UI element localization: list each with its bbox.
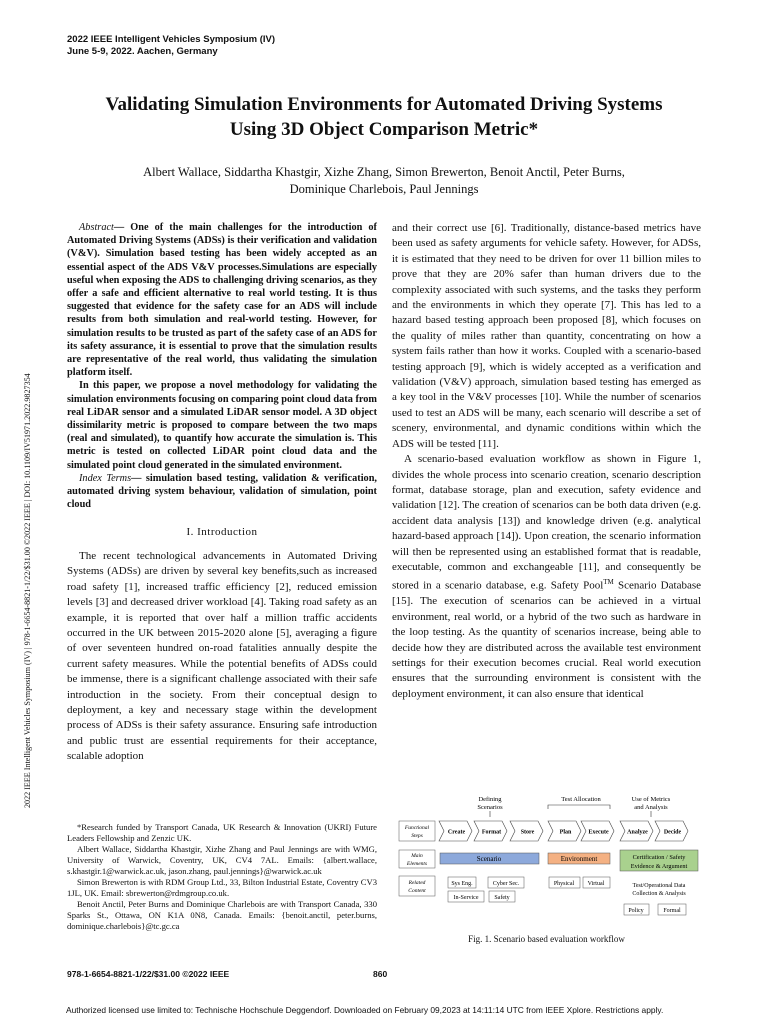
workflow-figure (398, 790, 700, 930)
content-policy: Policy (628, 908, 644, 914)
intro-paragraph: The recent technological advancements in Automated Driving Systems (ADSs) are driven by several key benefits,such as increased road safety [1], increased traffic efficiency [2], reduced emission levels [3] and decreased driver workload [4]. Taking road safety as an example, it is reported that over half a million traffic accidents occurred in the UK between 2015-2020 alone [5], averaging a figure of over seventeen hundred on-road fatalities annually despite the current safety measures. While the potential benefits of ADSs could be immense, there is a significant challenge associated with their safe introduction in the society. From their conceptual design to deployment, a key and necessary stage within the development process of ADSs is their safety assurance. Ensuring safe introduction and public trust are essential requirements for their acceptance, scalable adoption (67, 549, 377, 763)
content-syseng: Sys Eng. (451, 881, 473, 887)
label-defining-1: Defining (478, 796, 502, 803)
bracket-test-allocation (548, 805, 610, 809)
content-safety: Safety (494, 895, 510, 901)
paper-title (60, 92, 708, 142)
footnote-transport-canada: Benoit Anctil, Peter Burns and Dominique Charlebois are with Transport Canada, 330 Sparks St., Ottawa, ON K1A 0N8, Canada. Emails: {benoit.anctil, peter.burns, dominique.charlebois}@tc.gc.ca (67, 899, 377, 931)
title-line-2: Using 3D Object Comparison Metric* (229, 119, 539, 140)
title-line-1: Validating Simulation Environments for Automated Driving Systems (105, 94, 663, 115)
authors-line-2: Dominique Charlebois, Paul Jennings (289, 182, 479, 196)
right-paragraph-2 (392, 452, 701, 702)
step-format-label: Format (481, 829, 502, 836)
step-store-label: Store (520, 829, 535, 836)
authors-line-1: Albert Wallace, Siddartha Khastgir, Xizhe Zhang, Simon Brewerton, Benoit Anctil, Peter Burns, (143, 165, 625, 179)
download-notice: Authorized licensed use limited to: Technische Hochschule Deggendorf. Downloaded on February 09,2023 at 14:11:14 UTC from IEEE Xplore. Restrictions apply. (66, 1005, 664, 1015)
label-defining-2: Scenarios (477, 804, 503, 811)
abstract-text: — One of the main challenges for the introduction of Automated Driving Systems (ADSs) is their verification and validation (V&V). Simulation based testing has been widely accepted as an essential aspect of the ADS V&V processes.Simulations are especially useful when exposing the ADS to challenging driving scenarios, as they offer a safe and efficient alternative to real world testing. It is thus suggested that evidence for the safety case for an ADS will include results from both simulation and real-world testing. However, for simulation results to be trusted as part of the safety case of an ADS for its safety assurance, it is essential to prove that the simulation results are representative of the real world, thus validating the simulation platform itself. (67, 222, 377, 379)
isbn-footer: 978-1-6654-8821-1/22/$31.00 ©2022 IEEE (67, 969, 230, 979)
right-paragraph-2b: Scenario Database [15]. The execution of scenarios can be achieved in a virtual environment, real world, or a hybrid of the two such as hardware in the loop testing. As the quantity of scenarios increase, being able to decide how they are distributed across the available test environment settings for their execution becomes crucial. Real world execution ensures that the surrounding environment is consistent with the deployment environment, it can also ensure that identical (392, 580, 701, 700)
right-paragraph-2a: A scenario-based evaluation workflow as shown in Figure 1, divides the whole process into scenario creation, scenario description format, database storage, plan and execution, safety evidence and validation [12]. The creation of scenarios can be both data driven (e.g. accident data analysis [13]) and knowledge driven (e.g. analytical hazard-based approach [14]). Upon creation, the scenario information will then be represented using an established format that is readable, executable, common and exchangeable [11], and consequently be stored in a scenario database, e.g. Safety Pool (392, 453, 701, 592)
content-physical: Physical (553, 881, 575, 887)
index-terms (67, 472, 377, 512)
right-paragraph-1: and their correct use [6]. Traditionally, distance-based metrics have been used as safety arguments for vehicle safety. However, for ADSs, it is estimated that they need to be driven for over 11 billion miles to prove that they are 20% safer than human drivers due to the complexity associated with such systems, and the tasks they perform and the environments in which they operate [7]. This has led to a hazard based testing approach been proposed [8], which focuses on the quality of miles rather than quantity, concentrating on how a system fails rather than how it works. Coupled with a scenario-based testing approach [9], which is widely accepted as a verification and validation (V&V) approach, simulation based testing has emerged as a key tool in the V&V processes [10]. While the number of scenarios used to test an ADS will be many, each scenario will describe a set of scenery, environmental, and dynamic conditions within which the ADS will be tested [11]. (392, 222, 701, 450)
conference-header (67, 34, 275, 58)
footnote-rdm: Simon Brewerton is with RDM Group Ltd., 33, Bilton Industrial Estate, Coventry CV3 1JL, UK. Email: sbrewerton@rdmgroup.co.uk. (67, 877, 377, 898)
conference-name: 2022 IEEE Intelligent Vehicles Symposium (IV) (67, 34, 276, 45)
functional-steps (439, 821, 688, 841)
element-environment-label: Environment (560, 855, 598, 863)
content-formal: Formal (663, 908, 681, 914)
conference-date: June 5-9, 2022. Aachen, Germany (67, 46, 218, 57)
abstract (67, 221, 377, 379)
content-testop-1: Test/Operational Data (632, 883, 686, 889)
section-heading-introduction: I. Introduction (186, 526, 258, 539)
figure-caption: Fig. 1. Scenario based evaluation workflow (468, 934, 625, 944)
row-label-steps-1: Functional (404, 825, 430, 831)
step-plan-label: Plan (559, 829, 572, 836)
label-metrics-2: and Analysis (634, 804, 668, 811)
content-testop-2: Collection & Analysis (632, 891, 686, 897)
row-label-content-1: Related (408, 880, 426, 886)
right-column (392, 221, 701, 702)
content-virtual: Virtual (587, 881, 605, 887)
label-test-allocation: Test Allocation (561, 796, 601, 803)
element-certification-label-1: Certification / Safety (632, 854, 686, 861)
step-create-label: Create (447, 829, 466, 836)
index-terms-text: — simulation based testing, validation & verification, automated driving system behaviour, validation of simulation, point cloud (67, 472, 378, 511)
content-cybersec: Cyber Sec. (492, 881, 520, 887)
step-execute-label: Execute (588, 829, 609, 836)
abstract-label: Abstract (79, 222, 114, 233)
footnote-wmg: Albert Wallace, Siddartha Khastgir, Xizhe Zhang and Paul Jennings are with WMG, University of Warwick, Coventry, UK, CV4 7AL. Emails: {albert.wallace, s.khastgir.1@warwick.ac.uk, jason.zhang, paul.jennings}@warwick.ac.uk (67, 844, 377, 876)
index-terms-label: Index Terms (79, 472, 132, 484)
step-decide-label: Decide (663, 829, 682, 836)
content-inservice: In-Service (453, 895, 479, 901)
element-certification-label-2: Evidence & Argument (630, 863, 688, 870)
page-number: 860 (373, 969, 388, 979)
row-label-steps-2: Steps (411, 833, 423, 839)
step-analyze-label: Analyze (627, 829, 648, 836)
abstract-paragraph-2: In this paper, we propose a novel methodology for validating the simulation environments focusing on comparing point cloud data from real LiDAR sensor and a simulated LiDAR sensor model. A 3D object dissimilarity metric is proposed to compare between the two maps (real and simulated), to quantify how accurate the simulation is. This metric is tested on collected LiDAR point cloud data and the simulated point cloud generated in the simulated environment. (67, 380, 377, 471)
label-metrics-1: Use of Metrics (631, 796, 671, 803)
doi-sidebar: 2022 IEEE Intelligent Vehicles Symposium (IV) | 978-1-6654-8821-1/22/$31.00 ©2022 IEEE | DOI: 10.1109/IV51971.2022.9827354 (23, 373, 32, 808)
row-label-elements-1: Main (411, 853, 423, 859)
footnote-funding: *Research funded by Transport Canada, UK Research & Innovation (UKRI) Future Leaders Fellowship and Zenzic UK. (67, 822, 377, 843)
row-label-elements-2: Elements (406, 861, 428, 867)
element-scenario-label: Scenario (476, 855, 502, 863)
footnotes (67, 822, 377, 932)
left-column (67, 221, 377, 765)
row-label-content-2: Content (408, 888, 426, 894)
author-list (60, 164, 708, 198)
trademark: TM (603, 578, 614, 587)
